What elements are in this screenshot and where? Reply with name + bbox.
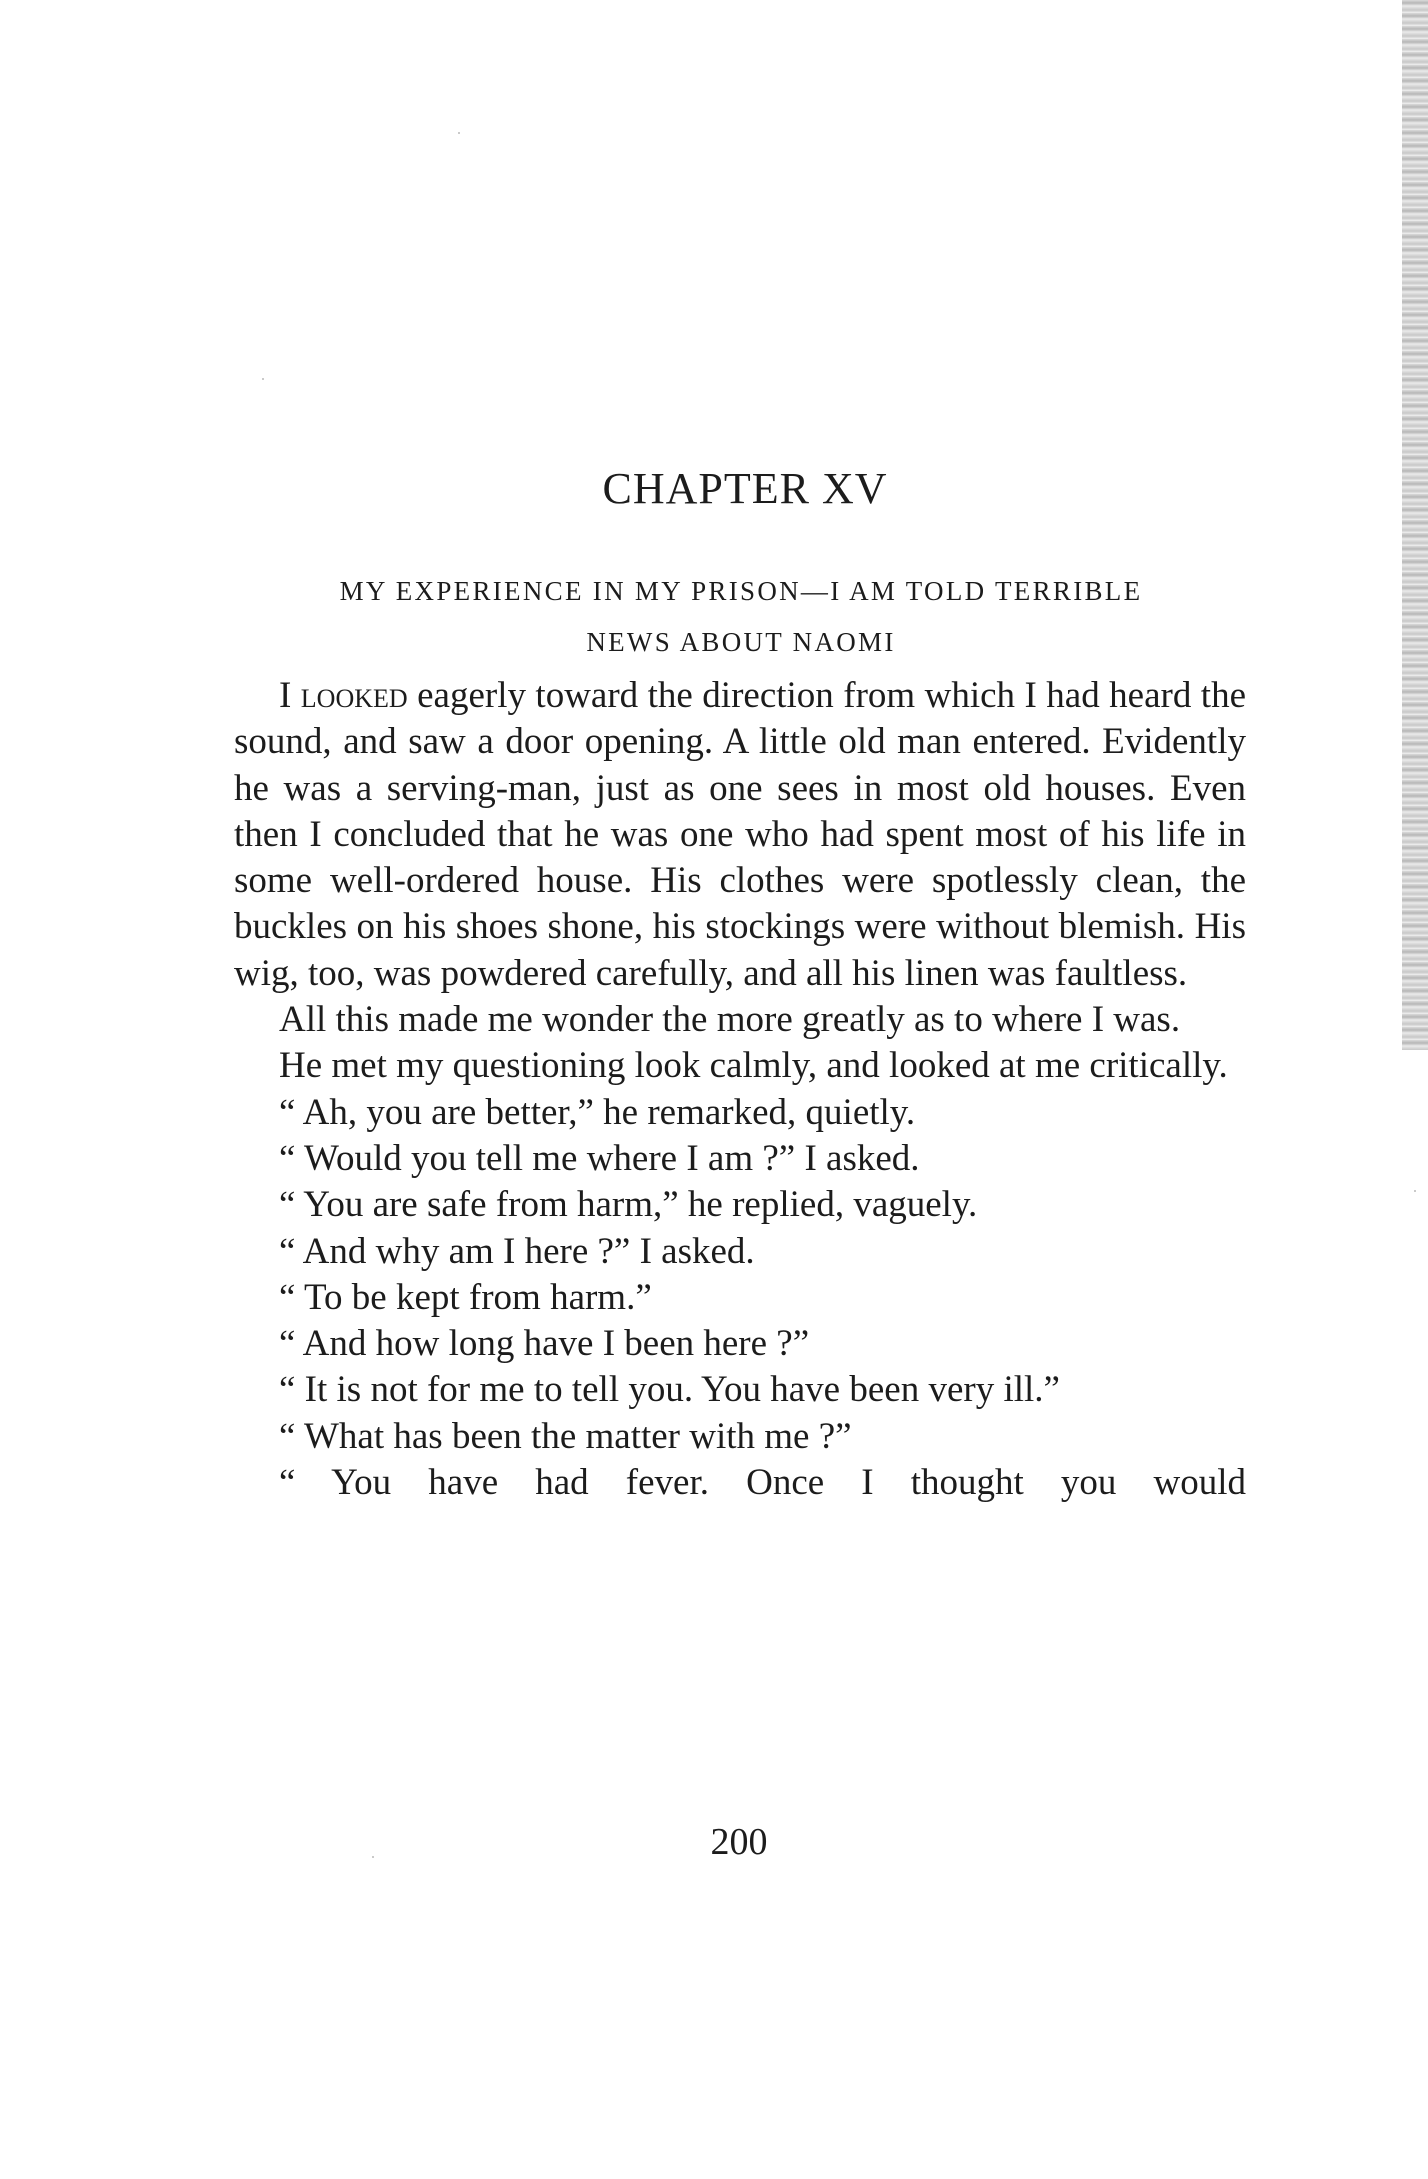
dialogue-line: “ And how long have I been here ?” — [279, 1323, 810, 1365]
small-caps-word: looked — [300, 675, 408, 716]
paragraph: He met my questioning look calmly, and looked at me critically. — [279, 1045, 1228, 1087]
dialogue-line: “ You are safe from harm,” he replied, vaguely. — [279, 1184, 978, 1226]
dialogue-line: “ Ah, you are better,” he remarked, quietly. — [279, 1091, 916, 1133]
paragraph-text: eagerly toward the direction from which I had heard the sound, and saw a door opening. A little old man entered. Evidently he was a serving-man, just as one sees in most old houses. Even then I concluded that he was one who had spent most of his life in some well-ordered house. His clothes were spotlessly clean, the buckles on his shoes shone, his stockings were without blemish. His wig, too, was powdered carefully, and all his linen was faultless. — [234, 675, 1246, 994]
dialogue-line: “ It is not for me to tell you. You have been very ill.” — [279, 1369, 1060, 1411]
drop-word: I — [279, 675, 301, 716]
dialogue-line: “ To be kept from harm.” — [279, 1276, 652, 1318]
dialogue-line: “ You have had fever. Once I thought you would — [279, 1462, 1246, 1504]
page-edge-shadow — [1402, 0, 1428, 1050]
chapter-subtitle — [236, 566, 1246, 668]
chapter-title: CHAPTER XV — [602, 464, 888, 513]
paragraph: All this made me wonder the more greatly as to where I was. — [279, 999, 1181, 1041]
chapter-body — [234, 673, 1246, 1506]
chapter-subtitle-line-2: NEWS ABOUT NAOMI — [586, 627, 896, 657]
paper-speck — [262, 378, 264, 380]
dialogue-line: “ And why am I here ?” I asked. — [279, 1230, 755, 1272]
page-number: 200 — [710, 1821, 768, 1863]
paper-speck — [458, 132, 460, 134]
dialogue-line: “ What has been the matter with me ?” — [279, 1415, 852, 1457]
chapter-subtitle-line-1: MY EXPERIENCE IN MY PRISON—I AM TOLD TERRIBLE — [339, 576, 1143, 606]
paper-speck — [1414, 1190, 1416, 1192]
dialogue-line: “ Would you tell me where I am ?” I asked. — [279, 1137, 920, 1179]
paragraph — [234, 673, 1246, 997]
